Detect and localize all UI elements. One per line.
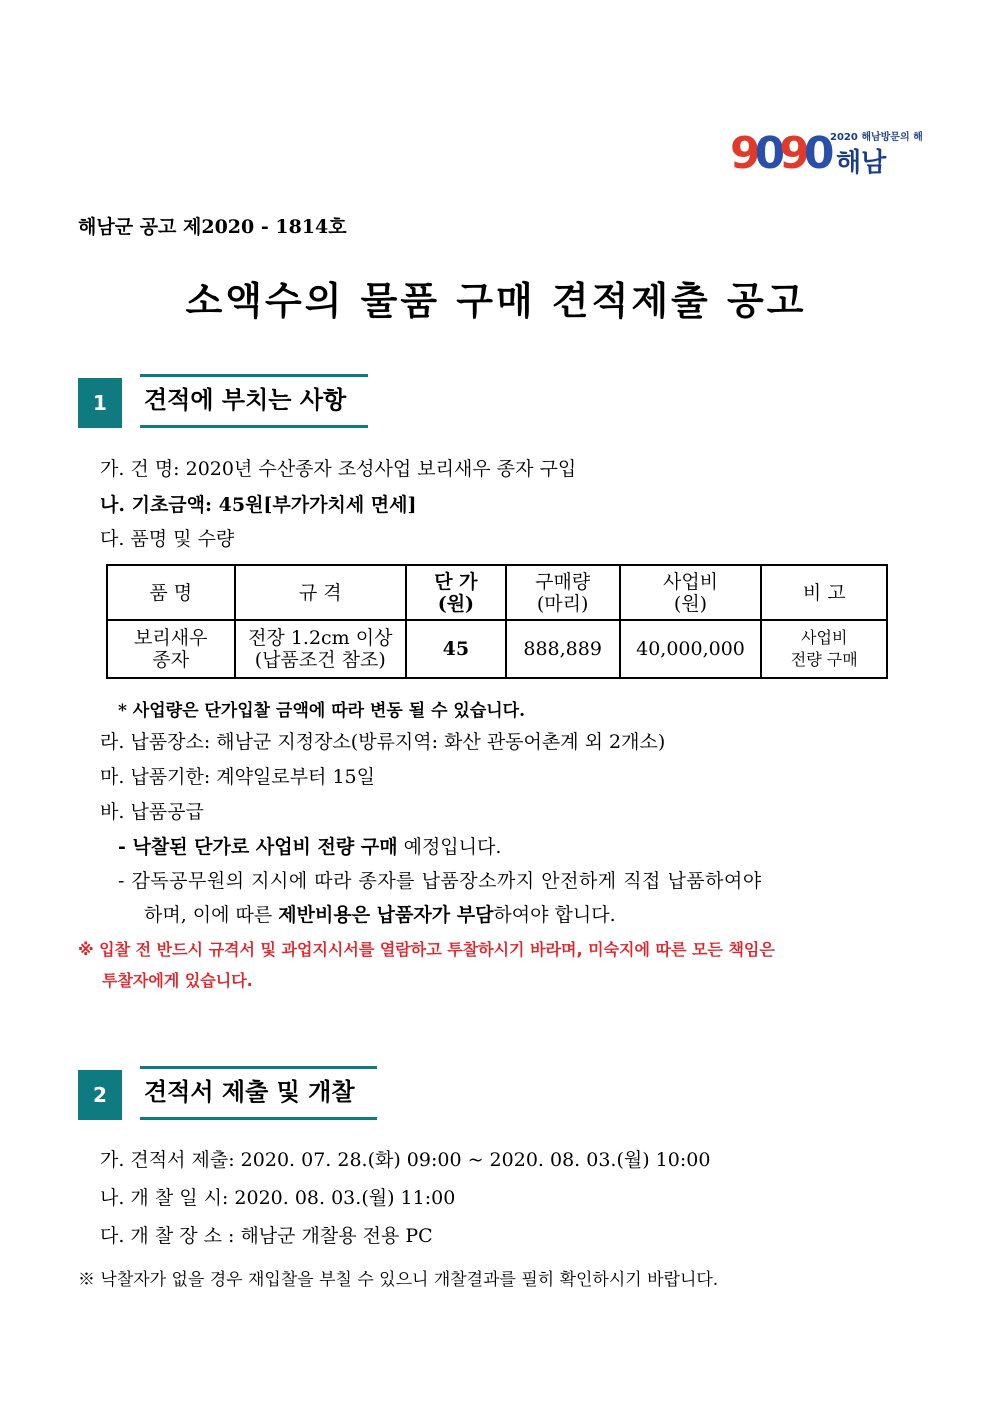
section-1-title: 견적에 부치는 사항 bbox=[140, 378, 368, 422]
table-cell: 45 bbox=[406, 620, 506, 678]
table-cell: 40,000,000 bbox=[620, 620, 762, 678]
header-cell: 규 격 bbox=[235, 565, 407, 620]
table-cell: 전장 1.2cm 이상 (납품조건 참조) bbox=[235, 620, 407, 678]
supply-item-1-bold: - 낙찰된 단가로 사업비 전량 구매 bbox=[118, 836, 398, 858]
table-row bbox=[107, 620, 887, 678]
warning-line-1: ※ 입찰 전 반드시 규격서 및 과업지시서를 열람하고 투찰하시기 바라며, 미숙지에 따른 모든 책임은 bbox=[78, 940, 775, 959]
item-ma: 마. 납품기한: 계약일로부터 15일 bbox=[100, 766, 375, 788]
table-cell: 보리새우 종자 bbox=[107, 620, 235, 678]
spec-table bbox=[106, 564, 888, 679]
supply-item-1 bbox=[118, 832, 501, 859]
item-ra: 라. 납품장소: 해남군 지정장소(방류지역: 화산 관동어촌계 외 2개소) bbox=[100, 731, 666, 753]
table-cell: 사업비 전량 구매 bbox=[761, 620, 887, 678]
section-2-number: 2 bbox=[78, 1070, 122, 1120]
logo-name: 해남 bbox=[836, 148, 887, 178]
header-cell: 구매량 (마리) bbox=[506, 565, 620, 620]
table-cell: 888,889 bbox=[506, 620, 620, 678]
section-2-title: 견적서 제출 및 개찰 bbox=[140, 1070, 377, 1114]
table-note: * 사업량은 단가입찰 금액에 따라 변동 될 수 있습니다. bbox=[118, 701, 526, 721]
table-header-row bbox=[107, 565, 887, 620]
section-1-number: 1 bbox=[78, 378, 122, 428]
supply-item-2-line-1: - 감독공무원의 지시에 따라 종자를 납품장소까지 안전하게 직접 납품하여야 bbox=[118, 870, 762, 892]
header-cell: 단 가 (원) bbox=[406, 565, 506, 620]
supply-text: 하여야 합니다. bbox=[493, 904, 616, 926]
supply-text-bold: 제반비용은 납품자가 부담 bbox=[278, 904, 494, 926]
header-cell: 품 명 bbox=[107, 565, 235, 620]
header-cell: 사업비 (원) bbox=[620, 565, 762, 620]
warning-line-2: 투찰자에게 있습니다. bbox=[102, 971, 253, 990]
page-title: 소액수의 물품 구매 견적제출 공고 bbox=[185, 279, 807, 323]
logo-tagline: 2020 해남방문의 해 bbox=[830, 132, 923, 143]
notice-number: 해남군 공고 제2020 - 1814호 bbox=[78, 216, 347, 238]
header-cell: 비 고 bbox=[761, 565, 887, 620]
final-note: ※ 낙찰자가 없을 경우 재입찰을 부칠 수 있으니 개찰결과를 필히 확인하시기 바랍니다. bbox=[78, 1270, 719, 1290]
supply-text: 하며, 이에 따른 bbox=[144, 904, 279, 926]
haenam-logo bbox=[730, 128, 923, 184]
opening-datetime: 나. 개 찰 일 시: 2020. 08. 03.(월) 11:00 bbox=[100, 1187, 456, 1209]
supply-item-2-line-2 bbox=[144, 900, 616, 927]
submit-period: 가. 견적서 제출: 2020. 07. 28.(화) 09:00 ~ 2020. 08. 03.(월) 10:00 bbox=[100, 1149, 711, 1171]
item-na: 나. 기초금액: 45원[부가가치세 면세] bbox=[100, 494, 417, 516]
logo-number: 9090 bbox=[730, 128, 829, 179]
item-da: 다. 품명 및 수량 bbox=[100, 528, 235, 550]
supply-item-1-rest: 예정입니다. bbox=[397, 836, 502, 858]
item-ga: 가. 건 명: 2020년 수산종자 조성사업 보리새우 종자 구입 bbox=[100, 458, 577, 480]
item-ba: 바. 납품공급 bbox=[100, 801, 204, 823]
opening-location: 다. 개 찰 장 소 : 해남군 개찰용 전용 PC bbox=[100, 1225, 433, 1247]
